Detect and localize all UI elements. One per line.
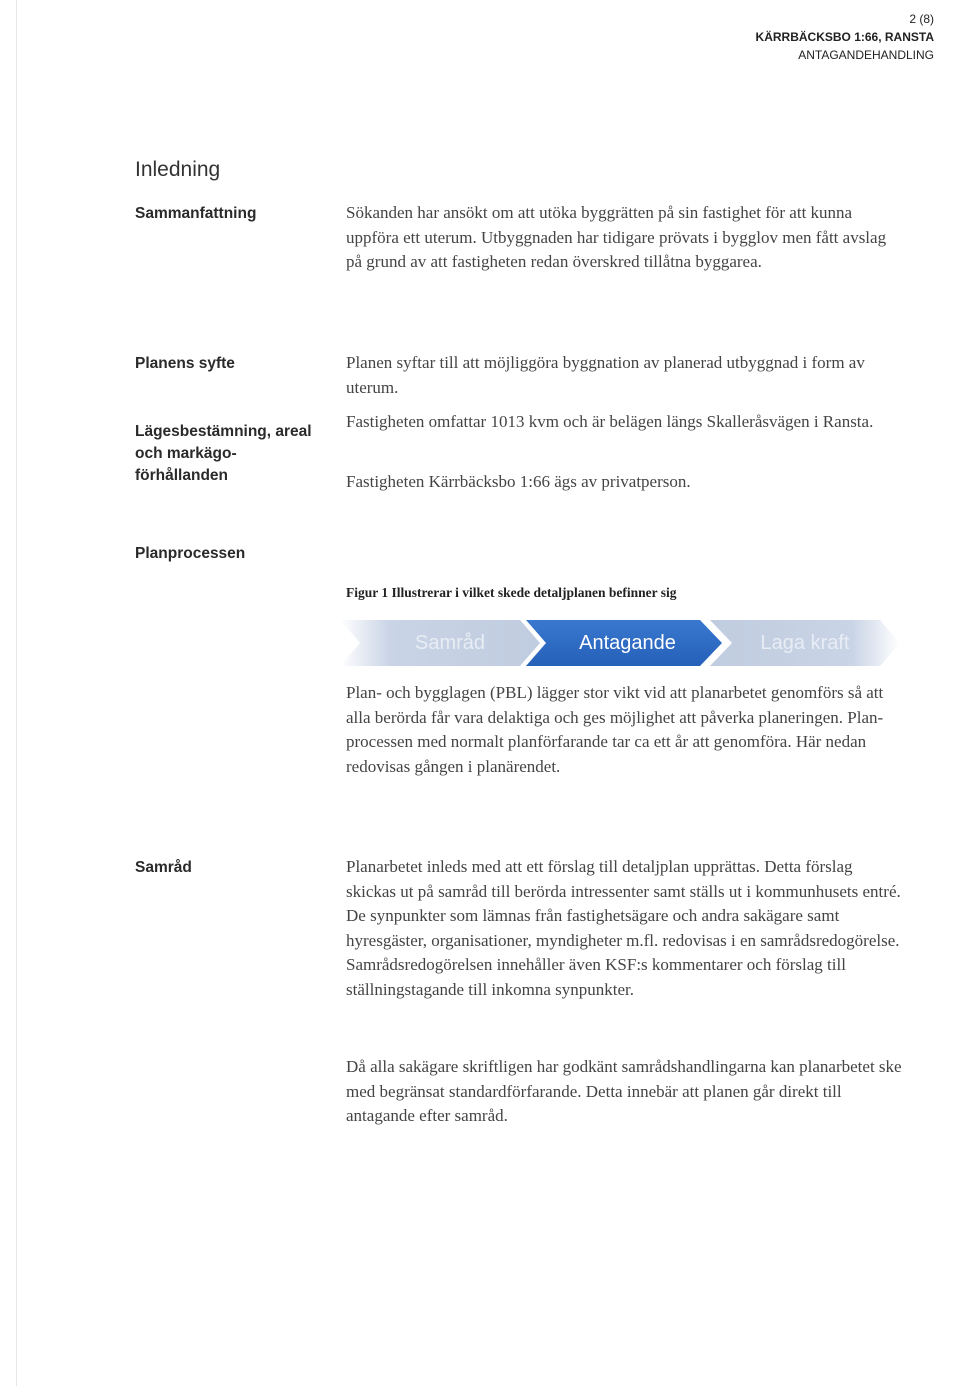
stage-antagande: Antagande bbox=[579, 632, 676, 654]
lagesbestamning-label bbox=[135, 421, 312, 487]
lagesbestamning-label-line: Lägesbestämning, areal bbox=[135, 423, 312, 440]
page-number: 2 (8) bbox=[909, 12, 934, 26]
samrad-label: Samråd bbox=[135, 859, 192, 876]
planprocessen-label: Planprocessen bbox=[135, 545, 246, 562]
sammanfattning-text: Sökanden har ansökt om att utöka byggrätten på sin fastighet för att kunna uppföra ett uterum. Utbyggnaden har tidigare prövats i bygglov men fått avslag på grund av att fastigheten redan överskred tillåtna byggarea. bbox=[346, 203, 887, 271]
planens-syfte-text: Planen syftar till att möjliggöra byggnation av planerad utbyggnad i form av uterum. bbox=[346, 353, 865, 397]
stage-laga-kraft: Laga kraft bbox=[760, 632, 850, 654]
lagesbestamning-label-line: förhållanden bbox=[135, 467, 229, 484]
section-title: Inledning bbox=[135, 158, 221, 181]
samrad-text-1: Planarbetet inleds med att ett förslag till detaljplan upprättas. Detta förslag skickas ut på samråd till berörda intressenter samt ställs ut i kommunhusets entré. De synpunkter som lämnas från fastighetsägare och andra sakägare samt hyresgäster, organisationer, myndigheter m.fl. redovisas i en samrådsredogörelse. Samrådsredogörelsen innehåller även KSF:s kommentarer och förslag till ställningstagande till inkomna synpunkter. bbox=[346, 857, 901, 999]
figure-caption: Figur 1 Illustrerar i vilket skede detaljplanen befinner sig bbox=[346, 585, 677, 600]
sammanfattning-label: Sammanfattning bbox=[135, 205, 257, 222]
property-name: KÄRRBÄCKSBO 1:66, RANSTA bbox=[755, 30, 934, 44]
samrad-text-2: Då alla sakägare skriftligen har godkänt samrådshandlingarna kan planarbetet ske med begränsat standardförfarande. Detta innebär att planen går direkt till antagande efter samråd. bbox=[346, 1057, 902, 1125]
lagesbestamning-label-line: och markägo- bbox=[135, 445, 237, 462]
planens-syfte-label: Planens syfte bbox=[135, 355, 235, 372]
page-header bbox=[756, 10, 934, 64]
document-type: ANTAGANDEHANDLING bbox=[798, 48, 934, 62]
stage-samrad: Samråd bbox=[414, 632, 486, 654]
process-diagram bbox=[340, 620, 900, 666]
lagesbestamning-text-1: Fastigheten omfattar 1013 kvm och är belägen längs Skalleråsvägen i Ransta. bbox=[346, 412, 874, 431]
planprocessen-text: Plan- och bygglagen (PBL) lägger stor vikt vid att planarbetet genomförs så att alla berörda får vara delaktiga och ges möjlighet att påverka planeringen. Plan-processen med normalt planförfarande tar ca ett år att genomföra. Här nedan redovisas gången i planärendet. bbox=[346, 683, 884, 776]
lagesbestamning-text-2: Fastigheten Kärrbäcksbo 1:66 ägs av privatperson. bbox=[346, 472, 691, 491]
page-edge bbox=[16, 0, 17, 1386]
